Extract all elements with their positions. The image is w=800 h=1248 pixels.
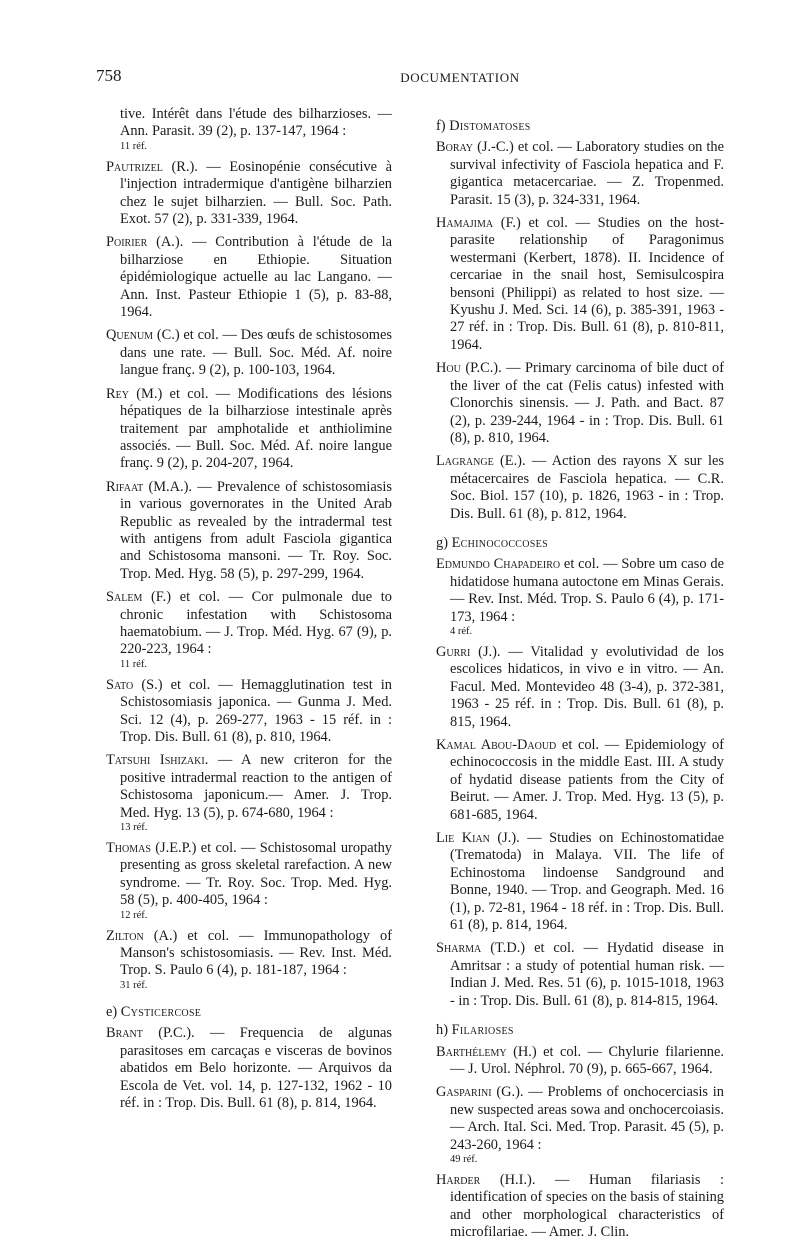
bibliography-entry xyxy=(106,589,392,671)
bibliography-entry xyxy=(106,677,392,747)
bibliography-entry-continued xyxy=(106,106,392,153)
section-heading xyxy=(436,1022,724,1039)
bibliography-entry xyxy=(436,737,724,824)
entry-author: Edmundo Chapadeiro xyxy=(436,556,561,573)
entry-text: (J.). — Studies on Echinostomatidae (Trematoda) in Malaya. VII. The life of Echinostoma lindoense Sandground and Bonne, 1940. — Trop. and Geograph. Med. 16 (1), p. 72-81, 1964 - 18 réf. in : Trop. Dis. Bull. 61 (8), p. 814, 1964. xyxy=(450,830,724,934)
bibliography-entry xyxy=(436,453,724,523)
entry-author: Barthélemy xyxy=(436,1043,507,1060)
entry-author: Salem xyxy=(106,589,143,606)
entry-text: (P.C.). — Frequencia de algunas parasitoses em carcaças e visceras de bovinos abatidos em Belo horizonte. — Arquivos da Escola de Vet. vol. 14, p. 127-132, 1962 - 10 réf. in : Trop. Dis. Bull. 61 (8), p. 814, 1964. xyxy=(120,1025,392,1111)
entry-author: Kamal Abou-Daoud xyxy=(436,737,557,753)
entry-text: (H.I.). — Human filariasis : identification of species on the basis of staining and other morphological characteristics of microfilariae. — Amer. J. Clin. xyxy=(450,1171,724,1241)
entry-author: Sharma xyxy=(436,940,482,957)
running-head: DOCUMENTATION xyxy=(400,70,520,85)
bibliography-entry xyxy=(106,928,392,992)
entry-author: Brant xyxy=(106,1025,143,1042)
reference-count: 49 réf. xyxy=(450,1153,478,1165)
bibliography-entry xyxy=(106,1025,392,1112)
entry-text: (A.). — Contribution à l'étude de la bilharziose en Ethiopie. Situation épidémiologique actuelle au lac Langano. — Ann. Inst. Pasteur Ethiopie 1 (5), p. 83-88, 1964. xyxy=(120,234,392,321)
entry-text: (H.) et col. — Chylurie filarienne. — J. Urol. Néphrol. 70 (9), p. 665-667, 1964. xyxy=(450,1043,724,1077)
bibliography-entry xyxy=(106,752,392,834)
reference-count: 4 réf. xyxy=(450,625,473,637)
entry-text: (R.). — Eosinopénie consécutive à l'injection intradermique d'antigène bilharzien chez le sujet bilharzien. — Bull. Soc. Path. Exot. 57 (2), p. 331-339, 1964. xyxy=(120,158,392,228)
bibliography-entry xyxy=(106,386,392,473)
entry-text: (S.) et col. — Hemagglutination test in Schistosomiasis japonica. — Gunma J. Med. Sci. 12 (4), p. 269-277, 1963 - 15 réf. in : Trop. Dis. Bull. 61 (8), p. 810, 1964. xyxy=(120,676,392,745)
entry-author: Quenum xyxy=(106,327,154,344)
entry-text: (M.A.). — Prevalence of schistosomiasis in various governorates in the United Arab Republic as revealed by the intradermal test with antigens from adult Fasciola gigantica and Schistosoma mansoni. — Tr. Roy. Soc. Trop. Med. Hyg. 58 (5), p. 297-299, 1964. xyxy=(120,478,392,582)
section-title: Distomatoses xyxy=(449,118,531,134)
entry-author: Harder xyxy=(436,1171,481,1188)
entry-author: Boray xyxy=(436,139,474,156)
reference-count: 31 réf. xyxy=(120,979,148,991)
entry-text: (J.). — Vitalidad y evolutividad de los escolices hidaticos, in vivo e in vitro. — An. Facul. Med. Montevideo 48 (3-4), p. 372-381, 1963 - 25 réf. in : Trop. Dis. Bull. 61 (8), p. 815, 1964. xyxy=(450,643,724,730)
entry-text: (J.-C.) et col. — Laboratory studies on the survival infectivity of Fasciola hepatica and F. gigantica metacercariae. — Z. Tropenmed. Parasit. 15 (3), p. 324-331, 1964. xyxy=(450,139,724,208)
bibliography-entry xyxy=(436,556,724,638)
entry-author: Gasparini xyxy=(436,1084,492,1101)
bibliography-entry xyxy=(436,1084,724,1166)
entry-text: et col. — Epidemiology of echinococcosis in the middle East. III. A study of hydatid disease patients from the City of Beirut. — Amer. J. Trop. Med. Hyg. 13 (5), p. 681-685, 1964. xyxy=(450,737,725,823)
entry-author: Hamajima xyxy=(436,215,494,232)
bibliography-entry xyxy=(436,139,724,209)
entry-text: (C.) et col. — Des œufs de schistosomes dans une rate. — Bull. Soc. Méd. Af. noire langue franç. 9 (2), p. 100-103, 1964. xyxy=(120,327,392,379)
entry-author: Zilton xyxy=(106,927,144,944)
entry-author: Hou xyxy=(436,360,461,377)
entry-text: (T.D.) et col. — Hydatid disease in Amritsar : a study of potential human risk. — Indian J. Med. Res. 51 (6), p. 1015-1018, 1963 - in : Trop. Dis. Bull. 61 (8), p. 814-815, 1964. xyxy=(450,940,724,1009)
entry-author: Pautrizel xyxy=(106,158,163,175)
reference-count: 11 réf. xyxy=(120,140,148,152)
section-title: Cysticercose xyxy=(120,1003,202,1020)
bibliography-entry xyxy=(106,234,392,321)
entry-author: Poirier xyxy=(106,234,148,251)
entry-author: Gurri xyxy=(436,643,471,660)
bibliography-entry xyxy=(106,479,392,583)
entry-text: (J.E.P.) et col. — Schistosomal uropathy presenting as gross skeletal rarefaction. A new syndrome. — Tr. Roy. Soc. Trop. Med. Hyg. 58 (5), p. 400-405, 1964 : xyxy=(120,840,392,909)
bibliography-entry xyxy=(106,327,392,379)
entry-author: Rifaat xyxy=(106,478,144,495)
entry-author: Tatsuhi Ishizaki xyxy=(106,752,205,769)
bibliography-entry xyxy=(436,215,724,354)
bibliography-entry xyxy=(106,159,392,229)
section-letter: f) xyxy=(436,118,450,134)
bibliography-entry xyxy=(436,360,724,447)
reference-count: 11 réf. xyxy=(120,658,148,670)
entry-text: (E.). — Action des rayons X sur les métacercaires de Fasciola hepatica. — C.R. Soc. Biol. 157 (10), p. 1826, 1963 - in : Trop. Dis. Bull. 61 (8), p. 812, 1964. xyxy=(450,453,724,522)
left-column xyxy=(106,106,392,1118)
entry-author: Lie Kian xyxy=(436,830,490,847)
section-letter: g) xyxy=(436,534,452,551)
bibliography-entry xyxy=(436,830,724,934)
page-number: 758 xyxy=(96,66,122,85)
section-heading xyxy=(106,1004,392,1021)
bibliography-entry xyxy=(436,644,724,731)
reference-count: 13 réf. xyxy=(120,822,148,834)
section-letter: h) xyxy=(436,1022,452,1039)
entry-text: (M.) et col. — Modifications des lésions hépatiques de la bilharziose intestinale après traitement par amphotalide et anthiolimine associés. — Bull. Soc. Méd. Af. noire langue franç. 9 (2), p. 204-207, 1964. xyxy=(120,385,392,472)
right-column xyxy=(436,106,724,1248)
entry-text: et col. — Sobre um caso de hidatidose humana autoctone em Minas Gerais. — Rev. Inst. Méd. Trop. S. Paulo 6 (4), p. 171-173, 1964 : xyxy=(450,556,724,625)
entry-text: (G.). — Problems of onchocerciasis in new suspected areas sowa and onchocercoiasis. — Arch. Ital. Sci. Med. Trop. Parasit. 45 (5), p. 243-260, 1964 : xyxy=(450,1084,724,1153)
entry-text: . — A new criteron for the positive intradermal reaction to the antigen of Schistosoma japonicum.— Amer. J. Trop. Med. Hyg. 13 (5), p. 674-680, 1964 : xyxy=(120,752,392,821)
bibliography-entry xyxy=(106,840,392,922)
section-heading xyxy=(436,535,724,552)
bibliography-entry xyxy=(436,1044,724,1079)
entry-text: tive. Intérêt dans l'étude des bilharzioses. — Ann. Parasit. 39 (2), p. 137-147, 1964 : xyxy=(120,106,392,140)
section-heading xyxy=(436,118,724,135)
entry-text: (P.C.). — Primary carcinoma of bile duct of the liver of the cat (Felis catus) infested with Clonorchis sinensis. — J. Path. and Bact. 87 (2), p. 239-244, 1964 - in : Trop. Dis. Bull. 61 (8), p. 810, 1964. xyxy=(450,360,724,446)
section-title: Filarioses xyxy=(451,1022,514,1039)
entry-text: (A.) et col. — Immunopathology of Manson's schistosomiasis. — Rev. Inst. Méd. Trop. S. Paulo 6 (4), p. 181-187, 1964 : xyxy=(120,927,392,979)
bibliography-entry xyxy=(436,1172,724,1242)
entry-text: (F.) et col. — Studies on the host-parasite relationship of Paragonimus westermani (Kerbert, 1878). II. Incidence of cercariae in the snail host, Semisulcospira bensoni (Philippi) as related to host size. — Kyushu J. Med. Sci. 14 (6), p. 385-391, 1963 - 27 réf. in : Trop. Dis. Bull. 61 (8), p. 810-811, 1964. xyxy=(450,215,724,353)
entry-author: Rey xyxy=(106,385,129,402)
entry-author: Sato xyxy=(106,676,134,693)
entry-author: Thomas xyxy=(106,840,151,857)
entry-author: Lagrange xyxy=(436,453,494,470)
section-letter: e) xyxy=(106,1003,121,1020)
bibliography-entry xyxy=(436,940,724,1010)
entry-text: (F.) et col. — Cor pulmonale due to chronic infestation with Schistosoma haematobium. — J. Trop. Méd. Hyg. 67 (9), p. 220-223, 1964 : xyxy=(120,589,392,658)
reference-count: 12 réf. xyxy=(120,909,148,921)
section-title: Echinococcoses xyxy=(451,534,548,551)
